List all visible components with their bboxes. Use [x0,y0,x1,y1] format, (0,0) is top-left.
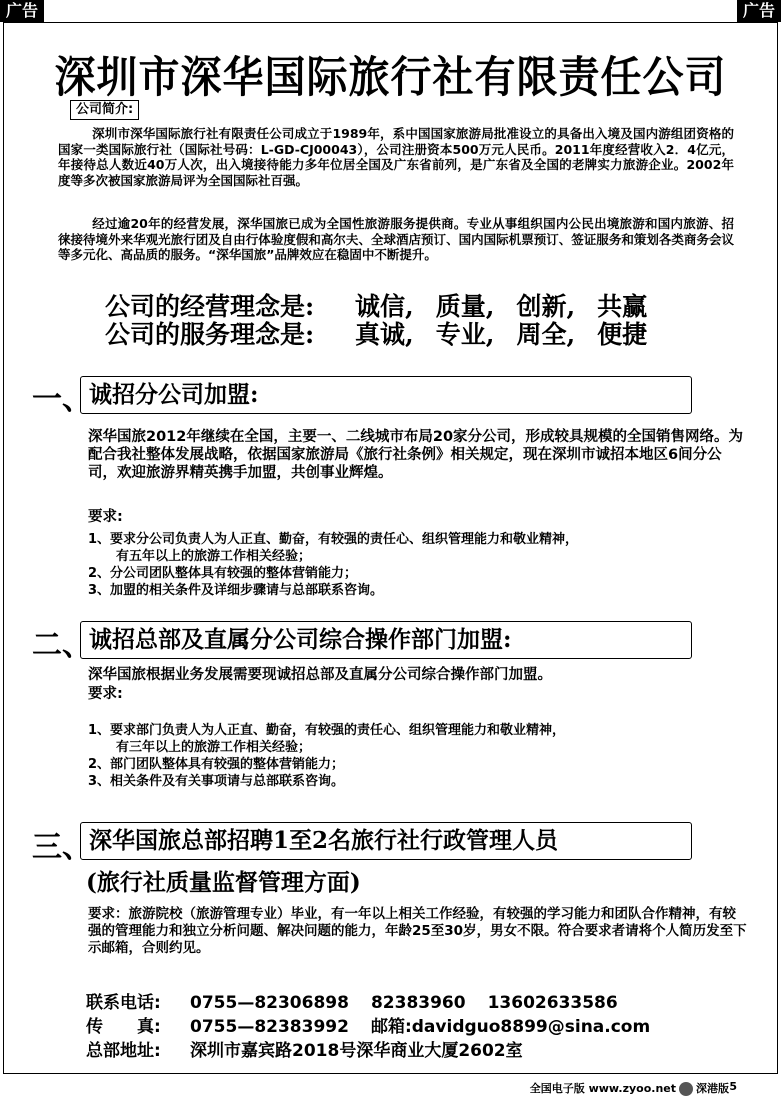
address-label: 总部地址: [86,1041,161,1061]
list-item [88,565,758,582]
ad-tag-left: 广告 [0,0,44,22]
list-item [88,531,758,565]
section-3-heading: 深华国旅总部招聘1至2名旅行社行政管理人员 [80,822,692,860]
section-3-subheading: (旅行社质量监督管理方面) [86,869,361,896]
list-item-text: 1、要求部门负责人为人正直、勤奋，有较强的责任心、组织管理能力和敬业精神， [88,723,566,738]
section-2-number: 二、 [32,628,92,663]
section-1-list [88,531,758,599]
list-item-continuation: 有五年以上的旅游工作相关经验； [116,549,312,564]
business-value: 质量, [435,292,495,321]
list-item [88,582,758,599]
intro-paragraph-1 [58,126,734,188]
list-item-text: 1、要求分公司负责人为人正直、勤奋，有较强的责任心、组织管理能力和敬业精神， [88,532,579,547]
footer-edition: 深港版 [696,1082,729,1095]
intro-paragraph-1-text: 深圳市深华国际旅行社有限责任公司成立于1989年，系中国国家旅游局批准设立的具备出入境及国内游组团资格的国家一类国际旅行社（国际社号码：L-GD-CJ00043），公司注册资本500万元人民币。2011年度经营收入2．4亿元，年接待总人数近40万人次，出入境接待能力多年位居全国及广东省前列，是广东省及全国的老牌实力旅游企业。2002年度等多次被国家旅游局评为全国国际社百强。 [58,126,734,188]
footer-site: 全国电子版 www.zyoo.net [529,1082,676,1095]
email-label: 邮箱: [370,1017,412,1037]
phone-number: 82383960 [370,993,466,1013]
contact-address-row [86,1040,523,1062]
section-3-number: 三、 [32,830,92,865]
section-1-heading: 诚招分公司加盟: [80,376,692,414]
business-motto [105,292,669,322]
contact-fax-row [86,1016,650,1038]
service-value: 真诚, [355,320,414,349]
email-address: davidguo8899@sina.com [411,1017,651,1037]
page-number: 5 [729,1080,737,1093]
footer [530,1080,729,1096]
service-value: 专业, [435,320,495,349]
list-item [88,722,758,756]
list-item [88,756,758,773]
intro-paragraph-2-text: 经过逾20年的经营发展，深华国旅已成为全国性旅游服务提供商。专业从事组织国内公民出境旅游和国内旅游、招徕接待境外来华观光旅行团及自由行体验度假和高尔夫、全球酒店预订、国内国际机票预订、签证服务和策划各类商务会议等多元化、高品质的服务。“深华国旅”品牌效应在稳固中不断提升。 [58,216,734,262]
service-value: 便捷 [597,320,648,349]
list-item-text: 3、加盟的相关条件及详细步骤请与总部联系咨询。 [88,583,384,598]
address-text: 深圳市嘉宾路2018号深华商业大厦2602室 [190,1041,523,1061]
page-title: 深圳市深华国际旅行社有限责任公司 [54,51,727,103]
phone-number: 13602633586 [487,993,618,1013]
service-motto [105,320,669,350]
business-value: 创新, [516,292,576,321]
list-item-text: 3、相关条件及有关事项请与总部联系咨询。 [88,774,345,789]
contact-phone-row [86,992,618,1014]
list-item-continuation: 有三年以上的旅游工作相关经验； [116,740,312,755]
section-1-number: 一、 [32,382,92,417]
list-item-text: 2、部门团队整体具有较强的整体营销能力； [88,757,345,772]
fax-label: 传 真: [86,1017,161,1037]
business-value: 共赢 [597,292,648,321]
list-item-text: 2、分公司团队整体具有较强的整体营销能力； [88,566,358,581]
ad-tag-right: 广告 [737,0,781,22]
phone-label: 联系电话: [86,993,161,1013]
list-item [88,773,758,790]
phone-number: 0755—82306898 [190,993,349,1013]
section-2-list [88,722,758,790]
intro-label: 公司简介: [70,100,139,120]
intro-paragraph-2 [58,216,734,263]
section-2-requirements-label: 要求: [88,686,123,702]
section-1-body: 深华国旅2012年继续在全国，主要一、二线城市布局20家分公司，形成较具规模的全国销售网络。为配合我社整体发展战略，依据国家旅游局《旅行社条例》相关规定，现在深圳市诚招本地区6间分公司，欢迎旅游界精英携手加盟，共创事业辉煌。 [88,429,744,481]
section-2-heading: 诚招总部及直属分公司综合操作部门加盟: [80,621,692,659]
business-motto-label: 公司的经营理念是: [105,292,315,321]
section-2-body: 深华国旅根据业务发展需要现诚招总部及直属分公司综合操作部门加盟。 [88,667,552,683]
business-value: 诚信, [355,292,414,321]
service-motto-label: 公司的服务理念是: [105,320,315,349]
service-value: 周全, [516,320,576,349]
section-3-body: 要求：旅游院校（旅游管理专业）毕业，有一年以上相关工作经验，有较强的学习能力和团队合作精神，有较强的管理能力和独立分析问题、解决问题的能力，年龄25至30岁，男女不限。符合要求者请将个人简历发至下示邮箱，合则约见。 [88,906,747,956]
fax-number: 0755—82383992 [190,1017,349,1037]
publication-logo-icon [679,1082,693,1096]
section-1-requirements-label: 要求: [88,509,123,525]
